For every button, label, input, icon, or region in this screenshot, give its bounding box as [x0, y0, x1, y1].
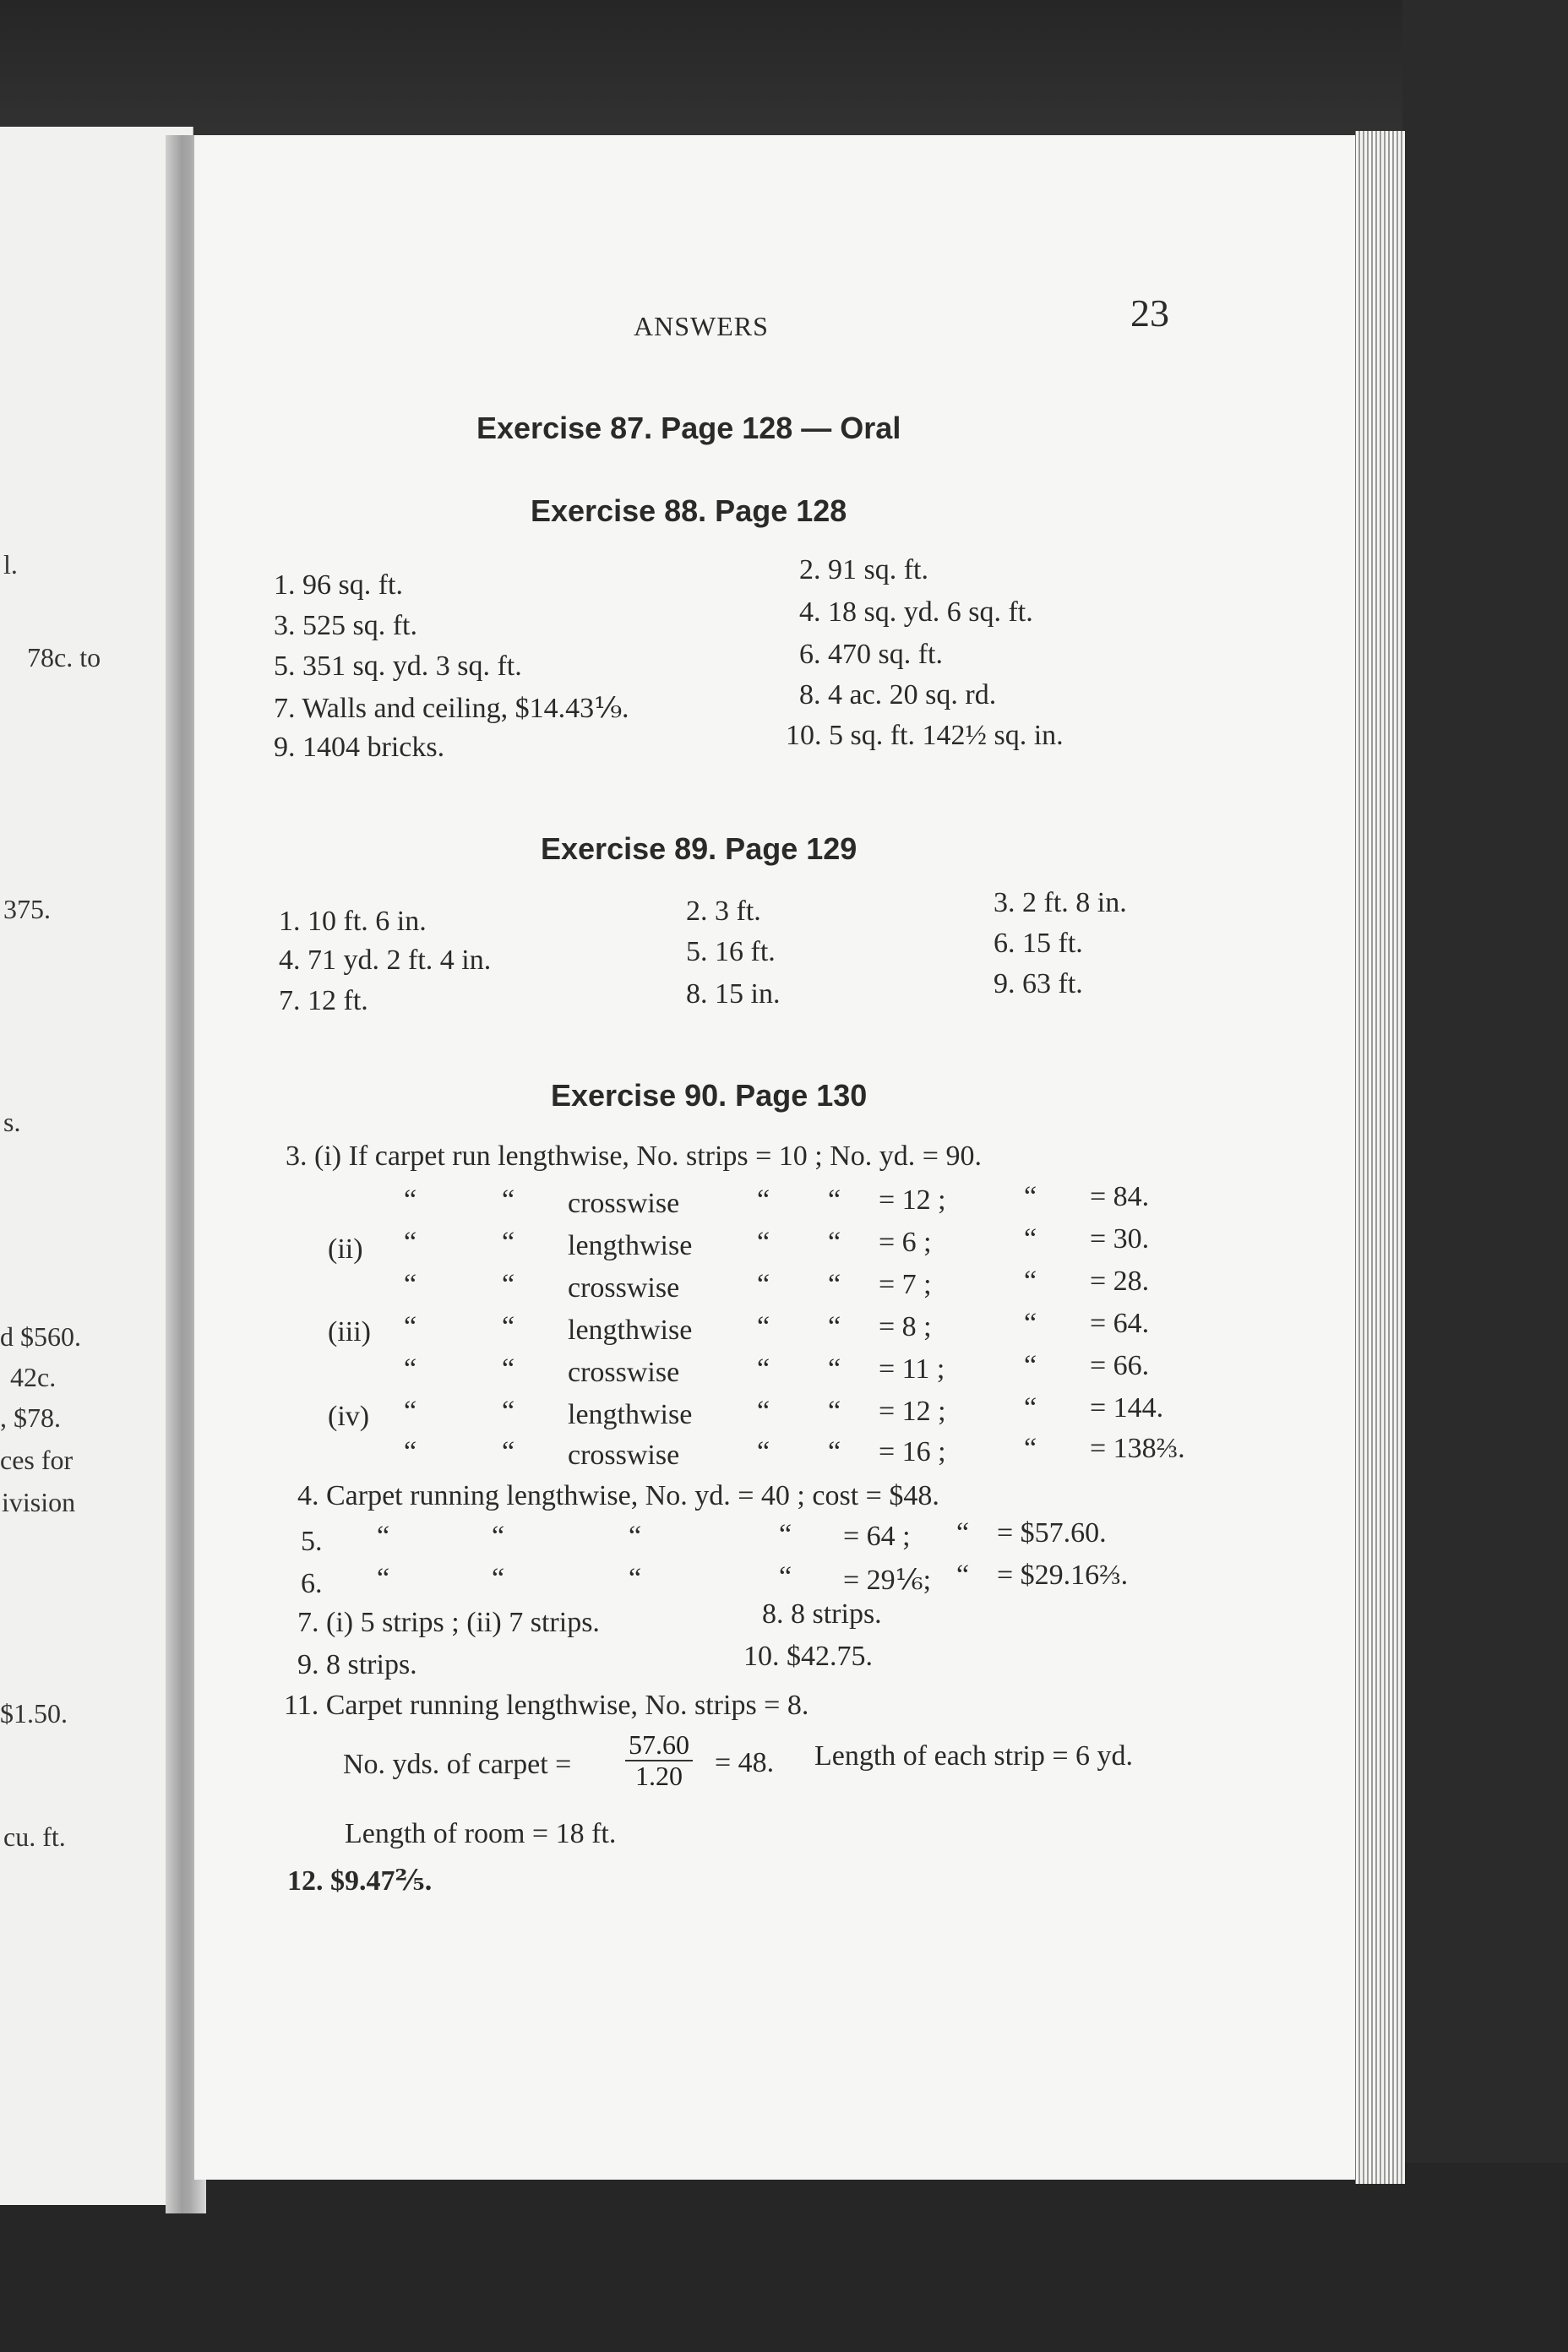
left-page-fragment: l.	[3, 549, 18, 580]
answer-11-fraction	[625, 1730, 693, 1791]
answer-11-strip-length: Length of each strip = 6 yd.	[814, 1740, 1134, 1772]
ditto-mark: “	[377, 1563, 390, 1594]
left-page-fragment: ces for	[0, 1445, 74, 1475]
cost-value: = $57.60.	[997, 1517, 1107, 1549]
answer-item: 1. 10 ft. 6 in.	[279, 906, 427, 937]
ditto-mark: “	[629, 1521, 642, 1552]
yards-value: = 29⅙;	[843, 1565, 932, 1596]
left-page-fragment: cu. ft.	[3, 1821, 66, 1852]
ditto-mark: “	[828, 1227, 841, 1258]
ditto-mark: “	[502, 1353, 515, 1385]
ditto-mark: “	[757, 1227, 770, 1258]
ditto-mark: “	[828, 1436, 841, 1467]
answer-item: 6. 470 sq. ft.	[799, 639, 943, 670]
yards-value: = 28.	[1090, 1266, 1150, 1297]
answer-item: 8. 15 in.	[686, 978, 781, 1010]
ditto-mark: “	[956, 1517, 970, 1549]
ditto-mark: “	[757, 1353, 770, 1385]
left-page-fragment: 42c.	[10, 1362, 57, 1392]
ditto-mark: “	[956, 1560, 970, 1591]
direction: crosswise	[568, 1188, 680, 1219]
answer-10: 10. $42.75.	[743, 1641, 873, 1672]
answer-7: 7. (i) 5 strips ; (ii) 7 strips.	[297, 1607, 600, 1638]
ditto-mark: “	[492, 1563, 505, 1594]
ditto-mark: “	[492, 1521, 505, 1552]
left-page-fragment: 78c. to	[27, 642, 101, 672]
direction: lengthwise	[568, 1315, 693, 1346]
answer-8: 8. 8 strips.	[762, 1598, 882, 1630]
answer-item: 10. 5 sq. ft. 142½ sq. in.	[786, 720, 1064, 751]
answer-number: 5.	[301, 1526, 323, 1557]
answer-item: 3. 2 ft. 8 in.	[994, 887, 1127, 918]
answer-item: 2. 91 sq. ft.	[799, 554, 928, 585]
row-label: (iii)	[328, 1316, 371, 1348]
strips-value: = 11 ;	[879, 1353, 945, 1385]
ditto-mark: “	[828, 1184, 841, 1216]
background-top	[0, 0, 1568, 152]
running-header: ANSWERS	[634, 311, 769, 341]
direction: lengthwise	[568, 1230, 693, 1261]
ditto-mark: “	[404, 1396, 417, 1427]
ditto-mark: “	[779, 1561, 792, 1592]
ditto-mark: “	[828, 1353, 841, 1385]
answer-item: 3. 525 sq. ft.	[274, 610, 417, 641]
yards-value: = 64 ;	[843, 1521, 911, 1552]
answer-11-yards-label: No. yds. of carpet =	[343, 1749, 572, 1780]
ditto-mark: “	[377, 1521, 390, 1552]
ditto-mark: “	[828, 1396, 841, 1427]
row-label: (ii)	[328, 1233, 363, 1265]
answer-item: 7. 12 ft.	[279, 985, 368, 1016]
ditto-mark: “	[404, 1227, 417, 1258]
answer-11: 11. Carpet running lengthwise, No. strips = 8.	[284, 1690, 809, 1721]
yards-value: = 138⅔.	[1090, 1433, 1185, 1464]
ditto-mark: “	[1024, 1308, 1037, 1339]
ditto-mark: “	[502, 1227, 515, 1258]
answer-item: 2. 3 ft.	[686, 896, 761, 927]
strips-value: = 8 ;	[879, 1311, 932, 1342]
cost-value: = $29.16⅔.	[997, 1560, 1129, 1591]
ditto-mark: “	[502, 1311, 515, 1342]
yards-value: = 66.	[1090, 1350, 1150, 1381]
exercise-88-heading: Exercise 88. Page 128	[531, 493, 847, 528]
ditto-mark: “	[404, 1184, 417, 1216]
exercise-89-heading: Exercise 89. Page 129	[541, 831, 858, 866]
ditto-mark: “	[404, 1311, 417, 1342]
ditto-mark: “	[1024, 1392, 1037, 1424]
left-page-fragment: d $560.	[0, 1321, 81, 1352]
answer-item: 9. 63 ft.	[994, 968, 1083, 999]
answer-item: 8. 4 ac. 20 sq. rd.	[799, 679, 997, 710]
answer-item: 1. 96 sq. ft.	[274, 569, 403, 601]
left-page-fragment: 375.	[3, 894, 51, 924]
ditto-mark: “	[1024, 1223, 1037, 1255]
strips-value: = 12 ;	[879, 1396, 946, 1427]
yards-value: = 64.	[1090, 1308, 1150, 1339]
ditto-mark: “	[828, 1269, 841, 1300]
ditto-mark: “	[1024, 1266, 1037, 1297]
left-page-fragment: s.	[3, 1107, 21, 1137]
ditto-mark: “	[757, 1396, 770, 1427]
direction: crosswise	[568, 1440, 680, 1471]
ditto-mark: “	[779, 1519, 792, 1550]
yards-value: = 30.	[1090, 1223, 1150, 1255]
answer-3-intro: 3. (i) If carpet run lengthwise, No. strips = 10 ; No. yd. = 90.	[286, 1141, 982, 1172]
ditto-mark: “	[757, 1436, 770, 1467]
fraction-denominator: 1.20	[635, 1761, 683, 1792]
ditto-mark: “	[757, 1269, 770, 1300]
exercise-90-heading: Exercise 90. Page 130	[551, 1078, 868, 1113]
page-edges	[1355, 131, 1405, 2184]
answer-item: 4. 71 yd. 2 ft. 4 in.	[279, 945, 492, 976]
answer-12: 12. $9.47⅖.	[287, 1865, 433, 1897]
answer-11-room-length: Length of room = 18 ft.	[345, 1818, 617, 1849]
answer-11-yards-result: = 48.	[715, 1747, 775, 1778]
row-label: (iv)	[328, 1401, 370, 1432]
page-number: 23	[1130, 291, 1169, 335]
left-page-fragment: $1.50.	[0, 1698, 68, 1729]
background-bottom	[0, 2163, 1568, 2352]
strips-value: = 7 ;	[879, 1269, 932, 1300]
direction: crosswise	[568, 1357, 680, 1388]
ditto-mark: “	[502, 1269, 515, 1300]
exercise-87-heading: Exercise 87. Page 128 — Oral	[476, 411, 901, 445]
answer-4: 4. Carpet running lengthwise, No. yd. = 40 ; cost = $48.	[297, 1480, 939, 1511]
fraction-numerator: 57.60	[625, 1730, 693, 1761]
answer-item: 5. 16 ft.	[686, 936, 776, 967]
ditto-mark: “	[757, 1184, 770, 1216]
strips-value: = 12 ;	[879, 1184, 946, 1216]
answer-number: 6.	[301, 1568, 323, 1599]
yards-value: = 84.	[1090, 1181, 1150, 1212]
ditto-mark: “	[404, 1436, 417, 1467]
ditto-mark: “	[404, 1353, 417, 1385]
strips-value: = 16 ;	[879, 1436, 946, 1467]
ditto-mark: “	[502, 1436, 515, 1467]
strips-value: = 6 ;	[879, 1227, 932, 1258]
direction: crosswise	[568, 1272, 680, 1304]
ditto-mark: “	[828, 1311, 841, 1342]
answer-item: 6. 15 ft.	[994, 928, 1083, 959]
answer-item: 7. Walls and ceiling, $14.43⅑.	[274, 693, 629, 724]
direction: lengthwise	[568, 1399, 693, 1430]
ditto-mark: “	[629, 1563, 642, 1594]
background-right	[1402, 0, 1568, 2352]
ditto-mark: “	[1024, 1350, 1037, 1381]
left-page-fragment: , $78.	[0, 1402, 61, 1433]
answer-item: 5. 351 sq. yd. 3 sq. ft.	[274, 651, 522, 682]
answer-item: 4. 18 sq. yd. 6 sq. ft.	[799, 596, 1033, 628]
ditto-mark: “	[502, 1396, 515, 1427]
left-page-fragment: ivision	[2, 1487, 76, 1517]
ditto-mark: “	[1024, 1433, 1037, 1464]
left-page	[0, 127, 193, 2205]
yards-value: = 144.	[1090, 1392, 1164, 1424]
ditto-mark: “	[1024, 1181, 1037, 1212]
answer-item: 9. 1404 bricks.	[274, 732, 445, 763]
ditto-mark: “	[502, 1184, 515, 1216]
ditto-mark: “	[404, 1269, 417, 1300]
answer-9: 9. 8 strips.	[297, 1649, 417, 1680]
ditto-mark: “	[757, 1311, 770, 1342]
